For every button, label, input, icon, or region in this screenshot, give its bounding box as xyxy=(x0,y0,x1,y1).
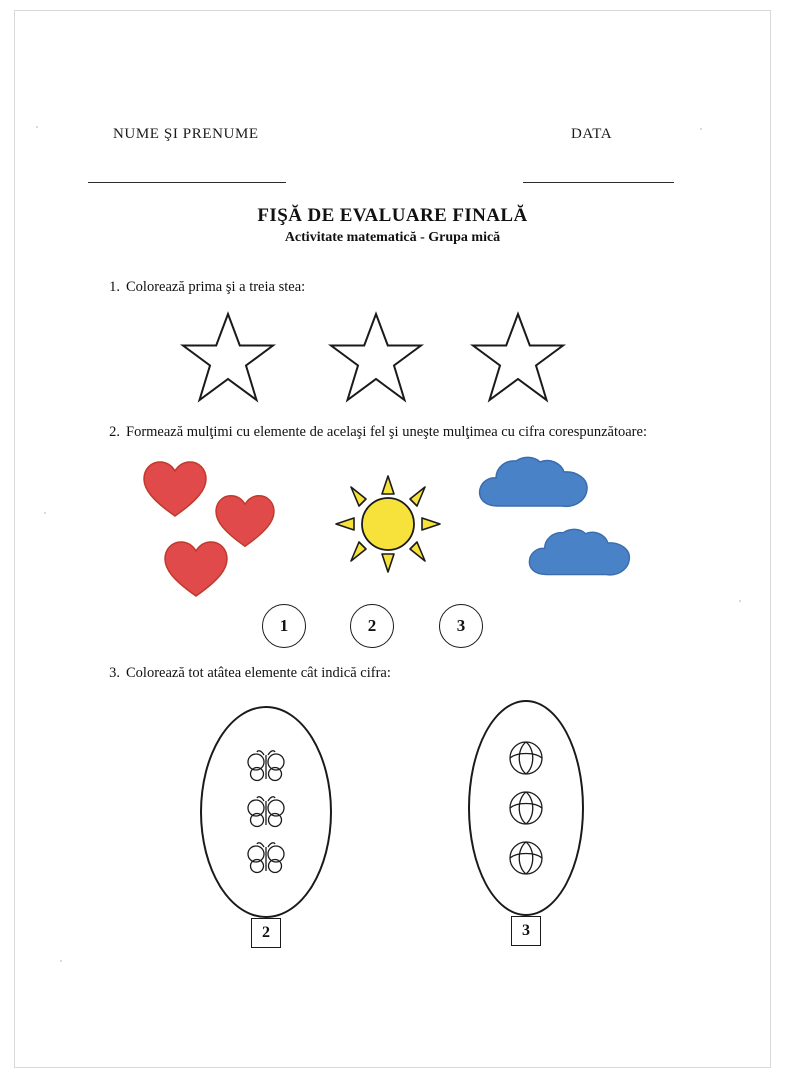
heart-icon[interactable] xyxy=(160,538,232,600)
task-1 xyxy=(100,279,700,299)
ball-icon[interactable] xyxy=(507,739,545,777)
balls-number-box[interactable]: 3 xyxy=(511,916,541,946)
task-3-text: Colorează tot atâtea elemente cât indică cifra: xyxy=(126,665,391,681)
butterfly-icon[interactable] xyxy=(243,841,289,875)
task-1-number: 1. xyxy=(109,279,120,295)
scan-speck xyxy=(60,960,62,962)
task-3-number: 3. xyxy=(109,665,120,681)
task-2 xyxy=(100,424,760,444)
butterflies-number-box[interactable]: 2 xyxy=(251,918,281,948)
page-title: FIŞĂ DE EVALUARE FINALĂ xyxy=(257,205,528,226)
ball-icon[interactable] xyxy=(507,839,545,877)
star-icon[interactable] xyxy=(316,310,436,406)
cloud-icon[interactable] xyxy=(526,526,634,584)
cloud-icon[interactable] xyxy=(476,454,592,516)
digit-circle-2[interactable]: 2 xyxy=(350,604,394,648)
balls-items xyxy=(470,702,582,914)
sun-icon[interactable] xyxy=(334,474,442,574)
scan-speck xyxy=(739,600,741,602)
task-1-text: Colorează prima şi a treia stea: xyxy=(126,279,306,295)
ball-icon[interactable] xyxy=(507,789,545,827)
digit-circle-1[interactable]: 1 xyxy=(262,604,306,648)
name-label: NUME ŞI PRENUME xyxy=(113,126,259,142)
date-label: DATA xyxy=(571,126,613,142)
butterflies-oval[interactable] xyxy=(200,706,332,918)
star-icon[interactable] xyxy=(168,310,288,406)
task-2-number: 2. xyxy=(109,424,120,440)
balls-oval[interactable] xyxy=(468,700,584,916)
stars-row xyxy=(168,310,588,405)
star-icon[interactable] xyxy=(458,310,578,406)
task-2-text: Formează mulţimi cu elemente de acelaşi fel şi uneşte mulţimea cu cifra corespunzătoare: xyxy=(126,424,647,440)
oval-sets xyxy=(180,700,600,960)
page-subtitle: Activitate matematică - Grupa mică xyxy=(284,230,501,245)
date-write-line xyxy=(523,182,674,183)
object-groups xyxy=(120,452,680,592)
name-write-line xyxy=(88,182,286,183)
butterflies-items xyxy=(202,708,330,916)
butterfly-icon[interactable] xyxy=(243,749,289,783)
task-3 xyxy=(100,665,700,685)
digit-circle-3[interactable]: 3 xyxy=(439,604,483,648)
digit-circles xyxy=(262,604,522,650)
butterfly-icon[interactable] xyxy=(243,795,289,829)
scan-speck xyxy=(44,512,46,514)
heart-icon[interactable] xyxy=(140,458,210,520)
header xyxy=(0,126,785,150)
